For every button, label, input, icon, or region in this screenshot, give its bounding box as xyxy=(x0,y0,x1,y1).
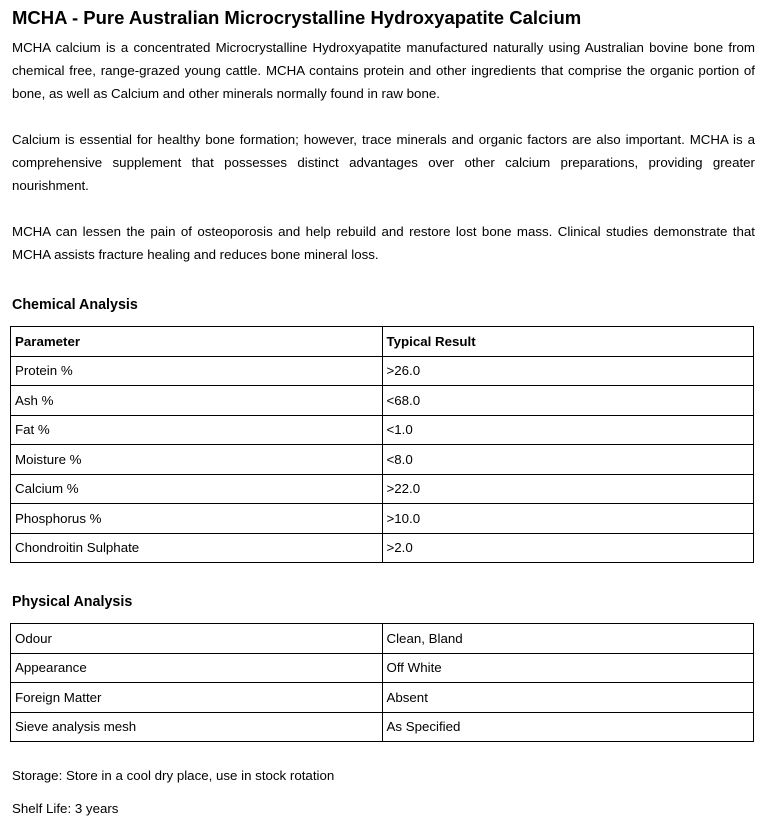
chemical-analysis-heading: Chemical Analysis xyxy=(12,297,138,313)
shelf-life-note: Shelf Life: 3 years xyxy=(12,801,119,816)
table-row xyxy=(11,504,754,534)
parameter-cell: Calcium % xyxy=(11,474,383,504)
parameter-cell: Protein % xyxy=(11,356,383,386)
parameter-cell: Appearance xyxy=(11,653,383,683)
intro-paragraph-3: MCHA can lessen the pain of osteoporosis and help rebuild and restore lost bone mass. Clinical studies demonstrate that MCHA assists fracture healing and reduces bone mineral loss. xyxy=(12,224,755,262)
table-row xyxy=(11,445,754,475)
physical-analysis-heading: Physical Analysis xyxy=(12,594,133,610)
intro-paragraph-1: MCHA calcium is a concentrated Microcrystalline Hydroxyapatite manufactured naturally using Australian bovine bone from chemical free, range-grazed young cattle. MCHA contains protein and other ingredients that comprise the organic portion of bone, as well as Calcium and other minerals normally found in raw bone. xyxy=(12,40,755,101)
value-cell: <8.0 xyxy=(382,445,754,475)
page-title: MCHA - Pure Australian Microcrystalline Hydroxyapatite Calcium xyxy=(12,7,582,28)
table-row xyxy=(11,356,754,386)
table-row xyxy=(11,415,754,445)
value-cell: Absent xyxy=(382,683,754,713)
value-cell: As Specified xyxy=(382,712,754,742)
value-cell: >10.0 xyxy=(382,504,754,534)
parameter-cell: Odour xyxy=(11,624,383,654)
table-row xyxy=(11,386,754,416)
table-row xyxy=(11,683,754,713)
parameter-cell: Sieve analysis mesh xyxy=(11,712,383,742)
table-row xyxy=(11,653,754,683)
value-cell: >22.0 xyxy=(382,474,754,504)
value-cell: >2.0 xyxy=(382,533,754,563)
value-cell: >26.0 xyxy=(382,356,754,386)
storage-note: Storage: Store in a cool dry place, use in stock rotation xyxy=(12,768,335,783)
table-row xyxy=(11,712,754,742)
column-header-typical-result: Typical Result xyxy=(382,327,754,357)
table-row xyxy=(11,624,754,654)
parameter-cell: Chondroitin Sulphate xyxy=(11,533,383,563)
table-row xyxy=(11,474,754,504)
value-cell: Clean, Bland xyxy=(382,624,754,654)
parameter-cell: Fat % xyxy=(11,415,383,445)
value-cell: <68.0 xyxy=(382,386,754,416)
intro-paragraph-2: Calcium is essential for healthy bone formation; however, trace minerals and organic factors are also important. MCHA is a comprehensive supplement that possesses distinct advantages over other calcium preparations, providing greater nourishment. xyxy=(12,132,755,193)
table-row xyxy=(11,533,754,563)
parameter-cell: Foreign Matter xyxy=(11,683,383,713)
parameter-cell: Phosphorus % xyxy=(11,504,383,534)
parameter-cell: Moisture % xyxy=(11,445,383,475)
chemical-analysis-table xyxy=(10,326,754,563)
value-cell: Off White xyxy=(382,653,754,683)
physical-analysis-table xyxy=(10,623,754,742)
parameter-cell: Ash % xyxy=(11,386,383,416)
value-cell: <1.0 xyxy=(382,415,754,445)
table-header-row xyxy=(11,327,754,357)
column-header-parameter: Parameter xyxy=(11,327,383,357)
